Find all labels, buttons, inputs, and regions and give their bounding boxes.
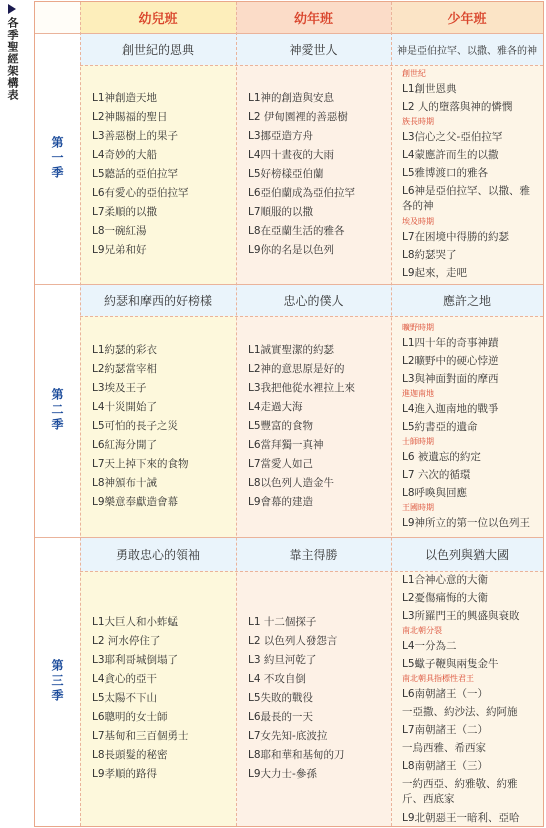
divider [35,33,543,34]
lesson-item: L1合神心意的大衛 [402,573,489,586]
lesson-item: L8呼喚與回應 [402,486,468,499]
divider [391,2,392,826]
lesson-item: L3 約旦河乾了 [248,654,317,666]
section-label: 南北朝分裂 [402,625,442,635]
lesson-item: L9樂意奉獻造會幕 [92,496,179,508]
lesson-item: L9神所立的第一位以色列王 [402,516,531,529]
section-label: 進迦南地 [402,388,434,398]
lesson-item: L1四十年的奇事神蹟 [402,336,499,349]
divider [80,65,543,66]
lesson-item: L6南朝諸王（一） [402,687,489,700]
season-3-theme-senior: 以色列與猶大國 [391,537,543,571]
lesson-item: L4蒙應許而生的以撒 [402,148,499,161]
lesson-item: L4十災開始了 [92,401,158,413]
lesson-item: L5雅博渡口的雅各 [402,166,489,179]
side-title [4,4,22,101]
lesson-item: L5太陽不下山 [92,692,158,704]
season-2-label: 第二季 [35,284,80,537]
header-junior: 幼年班 [236,2,391,33]
season-1-senior-list [391,65,543,284]
season-2-senior-list [391,316,543,537]
header-corner [35,2,80,33]
season-2-junior-list [236,316,391,537]
section-label: 南北朝具指標性君王 [402,673,474,683]
lesson-item: L8在亞蘭生活的雅各 [248,225,345,237]
lesson-item: L8以色列人造金牛 [248,477,335,489]
lesson-item: L3埃及王子 [92,382,147,394]
lesson-item: L4四十晝夜的大雨 [248,149,335,161]
season-2-theme-senior: 應許之地 [391,284,543,316]
lesson-item: 一亞撒、約沙法、約阿施 [402,705,518,718]
section-label: 族長時期 [402,116,434,126]
lesson-item: L9北朝惡王一暗利、亞哈 [402,811,520,824]
season-3-junior-list [236,571,391,826]
lesson-item: L9你的名是以色列 [248,244,335,256]
lesson-item: L6當拜獨一真神 [248,439,324,451]
lesson-item: L5聽話的亞伯拉罕 [92,168,179,180]
season-1-theme-junior: 神愛世人 [236,33,391,65]
season-1-label: 第一季 [35,33,80,284]
lesson-item: L6亞伯蘭成為亞伯拉罕 [248,187,356,199]
lesson-item: L5豐富的食物 [248,420,314,432]
lesson-item: L1大巨人和小蚱蜢 [92,616,179,628]
divider [35,284,543,285]
lesson-item: L5可怕的長子之災 [92,420,179,432]
season-3-theme-toddler: 勇敢忠心的領袖 [80,537,236,571]
lesson-item: L4 不攻自倒 [248,673,306,685]
divider [236,2,237,826]
lesson-item: L7女先知-底波拉 [248,730,328,742]
lesson-item: L2約瑟當宰相 [92,363,158,375]
season-3-toddler-list [80,571,236,826]
lesson-item: L2 伊甸園裡的善惡樹 [248,111,348,123]
lesson-item: L8約瑟哭了 [402,248,457,261]
divider [80,316,543,317]
section-label: 曠野時期 [402,322,434,332]
section-label: 王國時期 [402,502,434,512]
lesson-item: L3所羅門王的興盛與衰敗 [402,609,520,622]
lesson-item: L6最長的一天 [248,711,314,723]
lesson-item: L8南朝諸王（三） [402,759,489,772]
lesson-item: L1神創造天地 [92,92,158,104]
lesson-item: L8神頒布十誡 [92,477,158,489]
lesson-item: 一烏西雅、希西家 [402,741,486,754]
lesson-item: L2 河水停住了 [92,635,161,647]
lesson-item: L9兄弟和好 [92,244,147,256]
season-1-theme-senior: 神是亞伯拉罕、以撒、雅各的神 [391,33,543,65]
lesson-item: L3耶利哥城倒塌了 [92,654,179,666]
lesson-item: L7順服的以撒 [248,206,314,218]
curriculum-table [34,1,544,827]
season-2-theme-toddler: 約瑟和摩西的好榜樣 [80,284,236,316]
header-toddler: 幼兒班 [80,2,236,33]
divider [80,2,81,826]
lesson-item: L5蠍子鞭與兩隻金牛 [402,657,499,670]
divider [35,537,543,538]
season-2-toddler-list [80,316,236,537]
lesson-item: L4貪心的亞干 [92,673,158,685]
divider [80,571,543,572]
lesson-item: L7在困境中得勝的約瑟 [402,230,510,243]
lesson-item: L5約書亞的遺命 [402,420,478,433]
lesson-item: L8耶和華和基甸的刀 [248,749,345,761]
lesson-item: L1誠實聖潔的約瑟 [248,344,335,356]
season-3-theme-junior: 靠主得勝 [236,537,391,571]
lesson-item: L9大力士-參孫 [248,768,317,780]
lesson-item: L7 六次的循環 [402,468,471,481]
lesson-item: L4奇妙的大船 [92,149,158,161]
lesson-item: L2神賜福的聖日 [92,111,168,123]
lesson-item: L7南朝諸王（二） [402,723,489,736]
lesson-item: L4一分為二 [402,639,457,652]
lesson-item: L2 人的墮落與神的憐憫 [402,100,513,113]
section-label: 創世紀 [402,68,426,78]
lesson-item: L2 以色列人發怨言 [248,635,338,647]
lesson-item: L3我把他從水裡拉上來 [248,382,356,394]
lesson-item: L6 被遺忘的約定 [402,450,481,463]
lesson-item: L9會幕的建造 [248,496,314,508]
lesson-item: L5失敗的戰役 [248,692,314,704]
lesson-item: L4進入迦南地的戰爭 [402,402,499,415]
lesson-item: L1約瑟的彩衣 [92,344,158,356]
season-1-theme-toddler: 創世紀的恩典 [80,33,236,65]
lesson-item: L8一碗紅湯 [92,225,147,237]
lesson-item: L7天上掉下來的食物 [92,458,189,470]
lesson-item: L9孝順的路得 [92,768,158,780]
lesson-item: L7當愛人如己 [248,458,314,470]
season-3-senior-list [391,571,543,826]
season-3-label: 第三季 [35,537,80,826]
lesson-item: L3善惡樹上的果子 [92,130,179,142]
lesson-item: L1創世恩典 [402,82,457,95]
lesson-item: L6紅海分開了 [92,439,158,451]
lesson-item: L7基甸和三百個勇士 [92,730,189,742]
lesson-item: L9起來，走吧 [402,266,468,279]
lesson-item: L7柔順的以撒 [92,206,158,218]
side-title-text: 各季聖經架構表 [6,17,19,101]
lesson-item: L3與神面對面的摩西 [402,372,499,385]
season-2-theme-junior: 忠心的僕人 [236,284,391,316]
season-1-junior-list [236,65,391,284]
lesson-item: L3挪亞造方舟 [248,130,314,142]
lesson-item: L2曠野中的硬心悖逆 [402,354,499,367]
triangle-icon [8,4,16,14]
section-label: 埃及時期 [402,216,434,226]
lesson-item: L1 十二個探子 [248,616,317,628]
lesson-item: L8長頭髮的秘密 [92,749,168,761]
lesson-item: L4走過大海 [248,401,303,413]
season-1-toddler-list [80,65,236,284]
lesson-item: L2神的意思原是好的 [248,363,345,375]
lesson-item: L1神的創造與安息 [248,92,335,104]
lesson-item: L3信心之父-亞伯拉罕 [402,130,503,143]
lesson-item: L6聰明的女士師 [92,711,168,723]
lesson-item: L6神是亞伯拉罕、以撒、雅各的神 [402,184,531,212]
lesson-item: 一約西亞、約雅敬、約雅斤、西底家 [402,777,518,805]
lesson-item: L2憂傷痛悔的大衛 [402,591,489,604]
section-label: 士師時期 [402,436,434,446]
lesson-item: L5好榜樣亞伯蘭 [248,168,324,180]
header-senior: 少年班 [391,2,543,33]
lesson-item: L6有愛心的亞伯拉罕 [92,187,189,199]
